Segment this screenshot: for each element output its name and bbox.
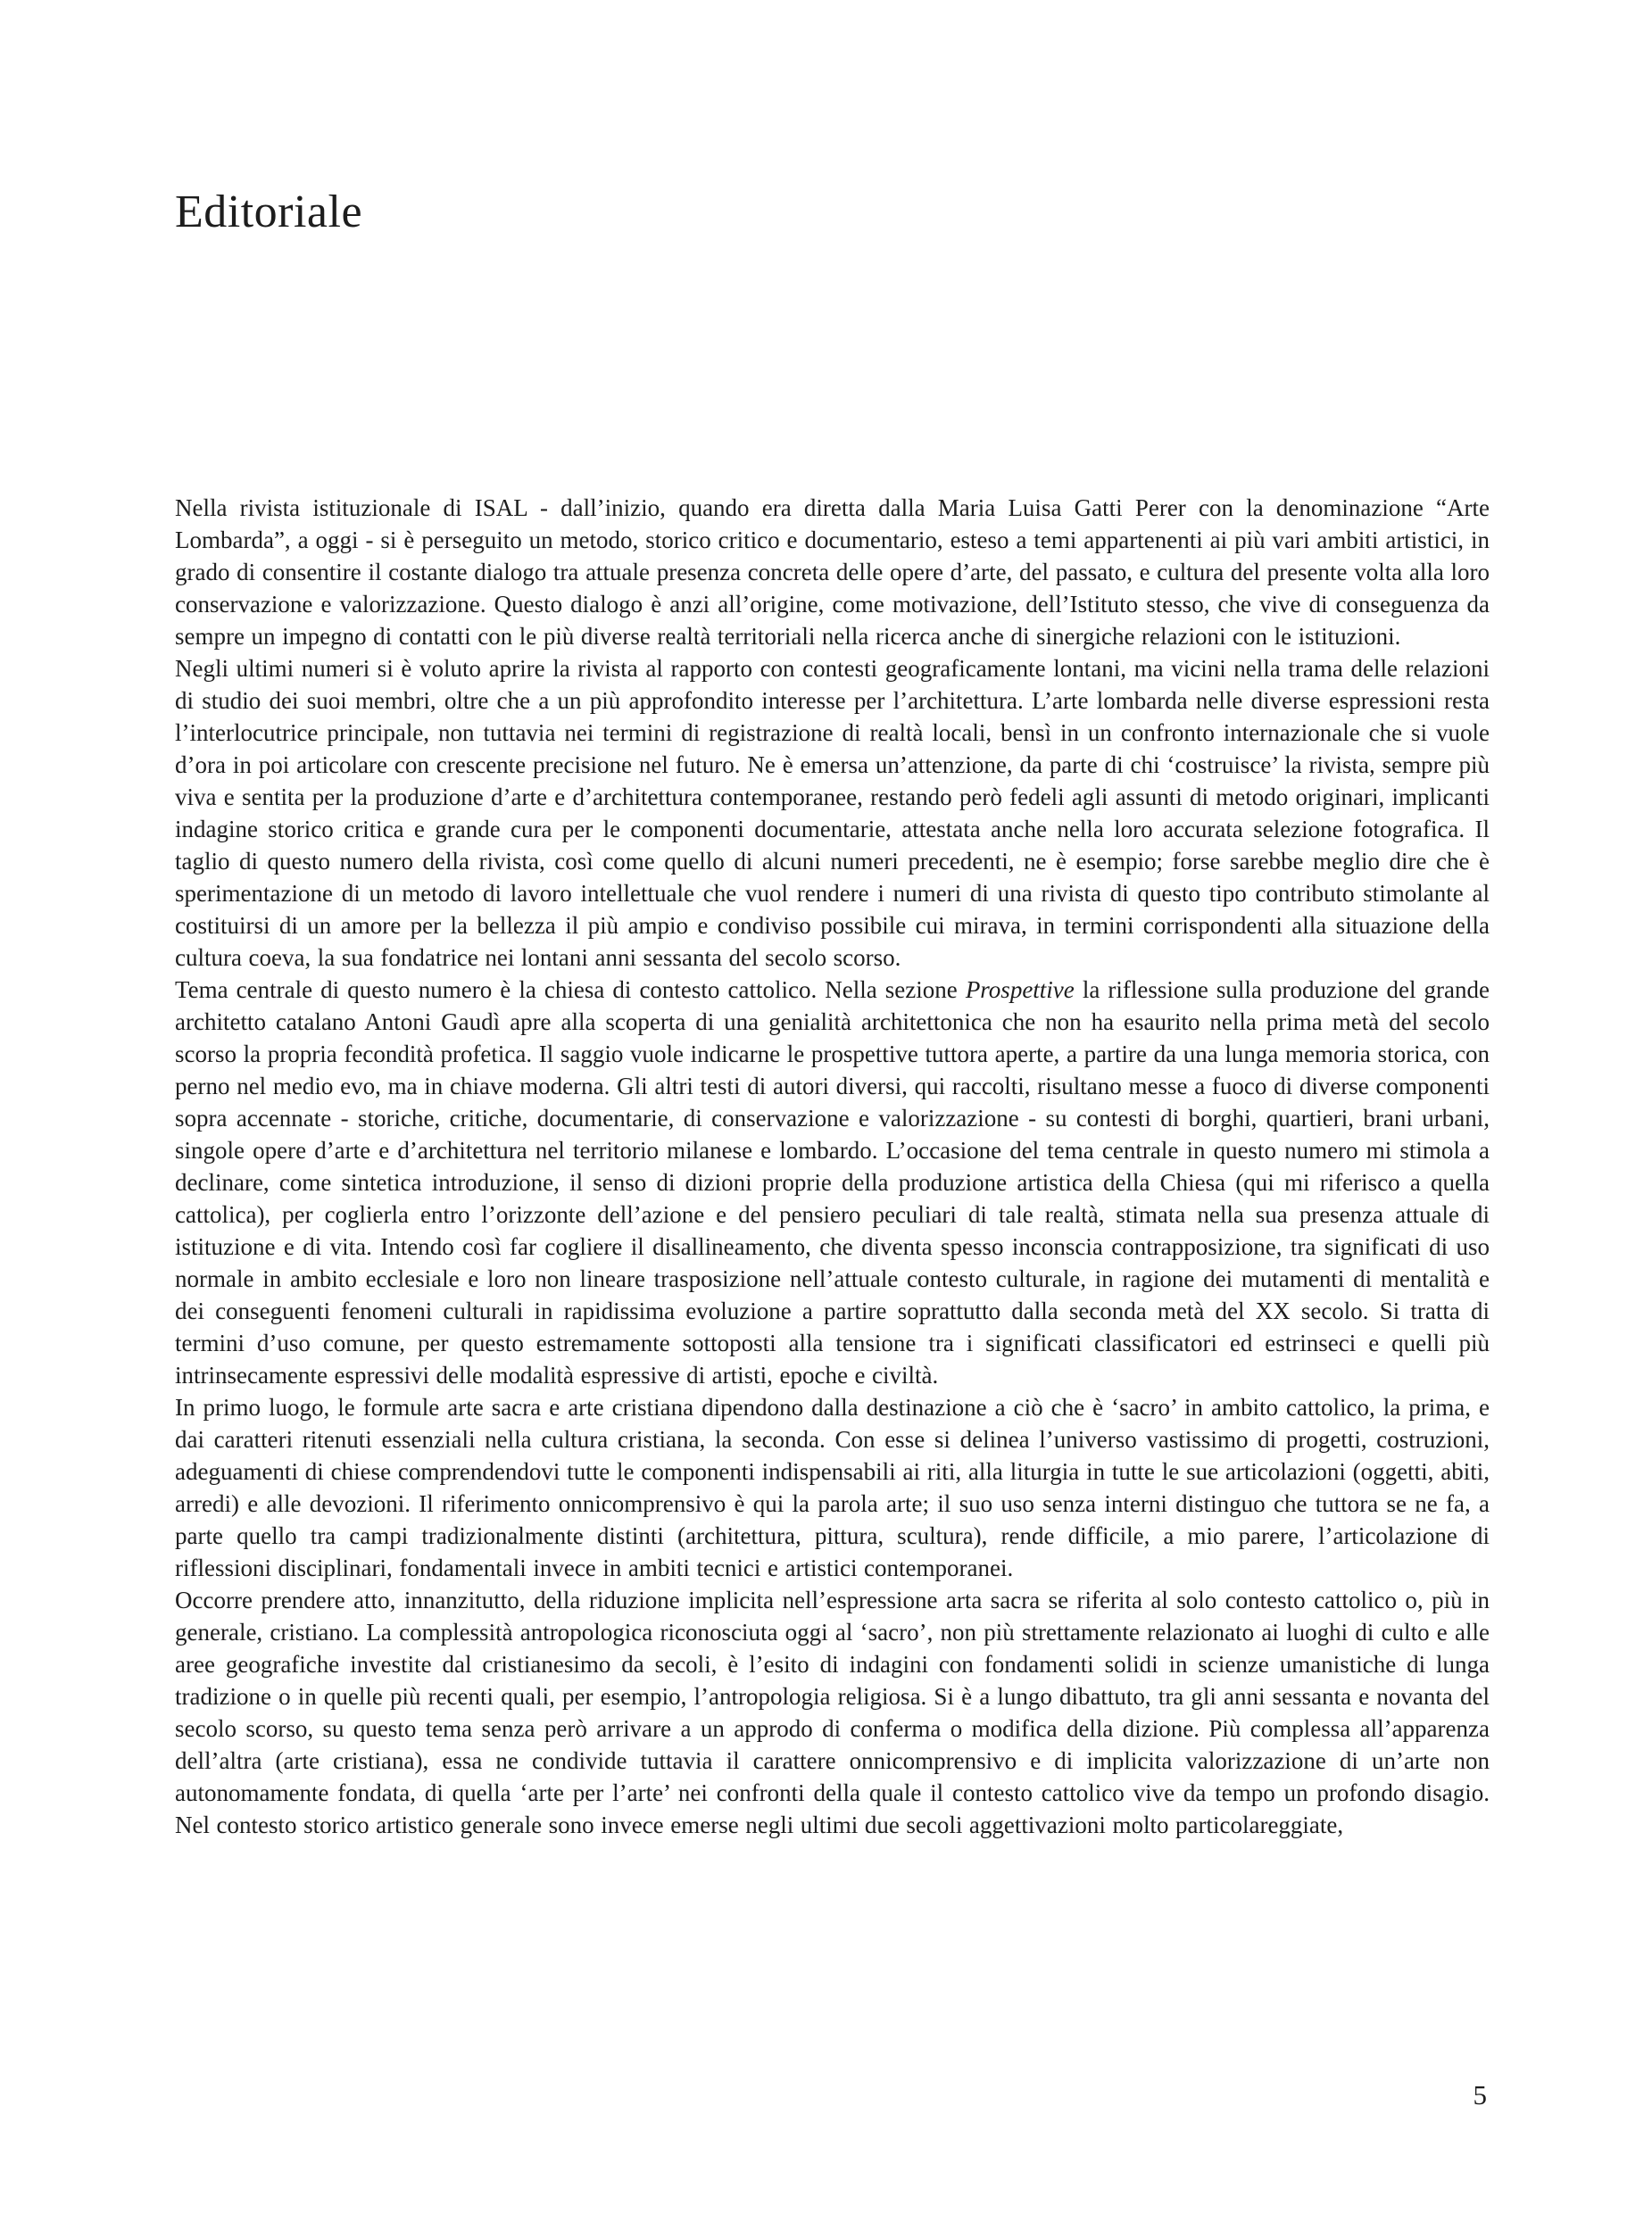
text-run: Negli ultimi numeri si è voluto aprire la rivista al rapporto con contesti geograficamente lontani, ma vicini nella trama delle relazioni di studio dei suoi membri, oltre che a un più approfondito interesse per l’architettura. L’arte lombarda nelle diverse espressioni resta l’interlocutrice principale, non tuttavia nei termini di registrazione di realtà locali, bensì in un confronto internazionale che si vuole d’ora in poi articolare con crescente precisione nel futuro. Ne è emersa un’attenzione, da parte di chi ‘costruisce’ la rivista, sempre più viva e sentita per la produzione d’arte e d’architettura contemporanee, restando però fedeli agli assunti di metodo originari, implicanti indagine storico critica e grande cura per le componenti documentarie, attestata anche nella loro accurata selezione fotografica. Il taglio di questo numero della rivista, così come quello di alcuni numeri precedenti, ne è esempio; forse sarebbe meglio dire che è sperimentazione di un metodo di lavoro intellettuale che vuol rendere i numeri di una rivista di questo tipo contributo stimolante al costituirsi di un amore per la bellezza il più ampio e condiviso possibile cui mirava, in termini corrispondenti alla situazione della cultura coeva, la sua fondatrice nei lontani anni sessanta del secolo scorso. [175,655,1490,971]
paragraph [175,1391,1490,1584]
italic-text-run: Prospettive [965,976,1075,1003]
text-run: Tema centrale di questo numero è la chiesa di contesto cattolico. Nella sezione [175,976,966,1003]
paragraph [175,492,1490,652]
page-title: Editoriale [175,187,363,237]
text-run: In primo luogo, le formule arte sacra e arte cristiana dipendono dalla destinazione a ciò che è ‘sacro’ in ambito cattolico, la prima, e dai caratteri ritenuti essenziali nella cultura cristiana, la seconda. Con esse si delinea l’universo vastissimo di progetti, costruzioni, adeguamenti di chiese comprendendovi tutte le componenti indispensabili ai riti, alla liturgia in tutte le sue articolazioni (oggetti, abiti, arredi) e alle devozioni. Il riferimento onnicomprensivo è qui la parola arte; il suo uso senza interni distinguo che tuttora se ne fa, a parte quello tra campi tradizionalmente distinti (architettura, pittura, scultura), rende difficile, a mio parere, l’articolazione di riflessioni disciplinari, fondamentali invece in ambiti tecnici e artistici contemporanei. [175,1394,1490,1581]
text-run: Nella rivista istituzionale di ISAL - dall’inizio, quando era diretta dalla Maria Luisa Gatti Perer con la denominazione “Arte Lombarda”, a oggi - si è perseguito un metodo, storico critico e documentario, esteso a temi appartenenti ai più vari ambiti artistici, in grado di consentire il costante dialogo tra attuale presenza concreta delle opere d’arte, del passato, e cultura del presente volta alla loro conservazione e valorizzazione. Questo dialogo è anzi all’origine, come motivazione, dell’Istituto stesso, che vive di conseguenza da sempre un impegno di contatti con le più diverse realtà territoriali nella ricerca anche di sinergiche relazioni con le istituzioni. [175,494,1490,650]
article-body [175,492,1490,1841]
paragraph [175,1584,1490,1841]
paragraph [175,974,1490,1391]
paragraph [175,652,1490,974]
text-run: Occorre prendere atto, innanzitutto, della riduzione implicita nell’espressione arta sacra se riferita al solo contesto cattolico o, più in generale, cristiano. La complessità antropologica riconosciuta oggi al ‘sacro’, non più strettamente relazionato ai luoghi di culto e alle aree geografiche investite dal cristianesimo da secoli, è l’esito di indagini con fondamenti solidi in scienze umanistiche di lunga tradizione o in quelle più recenti quali, per esempio, l’antropologia religiosa. Si è a lungo dibattuto, tra gli anni sessanta e novanta del secolo scorso, su questo tema senza però arrivare a un approdo di conferma o modifica della dizione. Più complessa all’apparenza dell’altra (arte cristiana), essa ne condivide tuttavia il carattere onnicomprensivo e di implicita valorizzazione di un’arte non autonomamente fondata, di quella ‘arte per l’arte’ nei confronti della quale il contesto cattolico vive da tempo un profondo disagio. Nel contesto storico artistico generale sono invece emerse negli ultimi due secoli aggettivazioni molto particolareggiate, [175,1587,1490,1838]
text-run: la riflessione sulla produzione del grande architetto catalano Antoni Gaudì apre alla scoperta di una genialità architettonica che non ha esaurito nella prima metà del secolo scorso la propria fecondità profetica. Il saggio vuole indicarne le prospettive tuttora aperte, a partire da una lunga memoria storica, con perno nel medio evo, ma in chiave moderna. Gli altri testi di autori diversi, qui raccolti, risultano messe a fuoco di diverse componenti sopra accennate - storiche, critiche, documentarie, di conservazione e valorizzazione - su contesti di borghi, quartieri, brani urbani, singole opere d’arte e d’architettura nel territorio milanese e lombardo. L’occasione del tema centrale in questo numero mi stimola a declinare, come sintetica introduzione, il senso di dizioni proprie della produzione artistica della Chiesa (qui mi riferisco a quella cattolica), per coglierla entro l’orizzonte dell’azione e del pensiero peculiari di tale realtà, stimata nella sua presenza attuale di istituzione e di vita. Intendo così far cogliere il disallineamento, che diventa spesso inconscia contrapposizione, tra significati di uso normale in ambito ecclesiale e loro non lineare trasposizione nell’attuale contesto culturale, in ragione dei mutamenti di mentalità e dei conseguenti fenomeni culturali in rapidissima evoluzione a partire soprattutto dalla seconda metà del XX secolo. Si tratta di termini d’uso comune, per questo estremamente sottoposti alla tensione tra i significati classificatori ed estrinseci e quelli più intrinsecamente espressivi delle modalità espressive di artisti, epoche e civiltà. [175,976,1490,1389]
page-number: 5 [1473,2079,1487,2110]
